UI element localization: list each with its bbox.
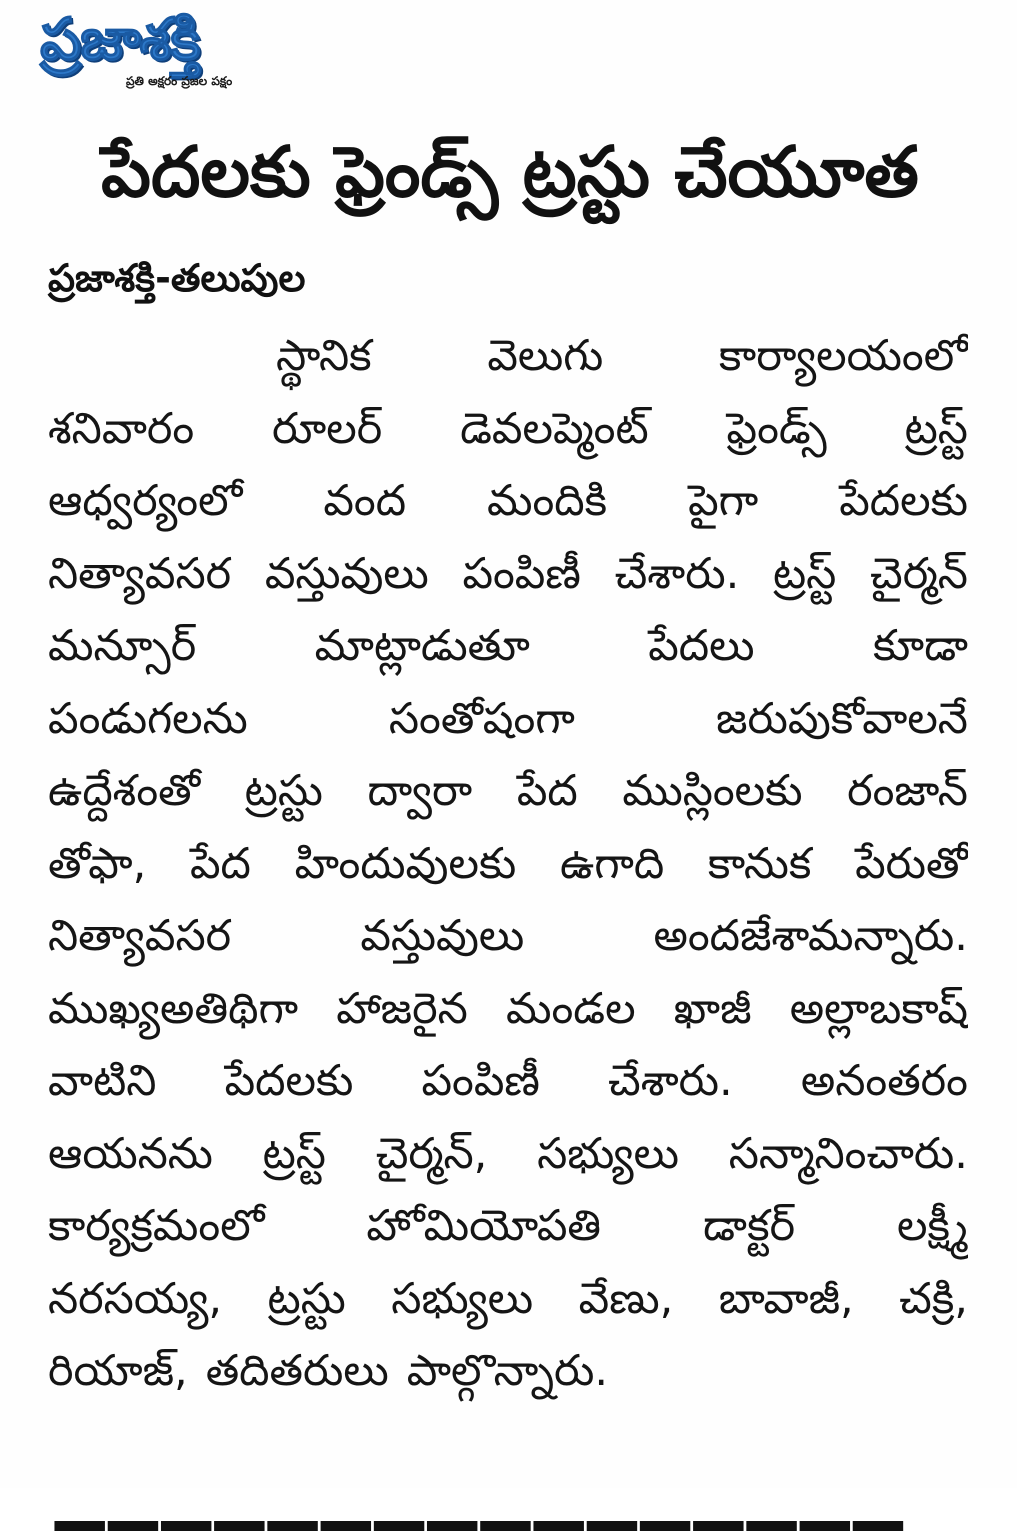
body-word: చేశారు.	[608, 1056, 733, 1106]
body-word: మాట్లాడుతూ	[314, 621, 530, 671]
body-line	[48, 320, 968, 393]
body-word: మందికి	[487, 476, 608, 526]
body-word: వేణు,	[578, 1273, 674, 1324]
body-word: పైగా	[688, 476, 759, 526]
logo-tagline: ప్రతి అక్షరం ప్రజల పక్షం	[126, 74, 233, 88]
body-line	[48, 538, 968, 611]
body-word: ముస్లింలకు	[622, 766, 803, 816]
masthead-logo	[40, 5, 310, 100]
body-word: హోమియోపతి	[366, 1201, 602, 1251]
body-word: ద్వారా	[367, 766, 473, 816]
body-line	[48, 610, 968, 683]
body-word: తదితరులు	[205, 1346, 389, 1396]
body-word: కానుక	[707, 838, 812, 889]
body-word: కార్యాలయంలో	[718, 331, 968, 381]
body-word: చేశారు.	[614, 548, 740, 599]
body-word: శనివారం	[48, 403, 195, 454]
body-line	[48, 1118, 968, 1191]
body-word: హిందువులకు	[294, 838, 517, 889]
body-word: ఆధ్వర్యంలో	[48, 476, 243, 526]
body-line	[48, 1263, 968, 1336]
body-word: పేదలకు	[224, 1056, 354, 1106]
body-line	[48, 1190, 968, 1263]
body-word: సభ్యులు	[391, 1273, 534, 1324]
body-word: మండల	[505, 983, 636, 1034]
body-word: మన్సూర్	[48, 621, 197, 671]
body-word: ఉగాది	[559, 838, 665, 889]
body-word: ట్రస్టు	[244, 766, 323, 816]
body-word: నిత్యావసర	[48, 548, 232, 599]
body-word: అనంతరం	[800, 1056, 968, 1106]
article-headline: పేదలకు ఫ్రెండ్స్ ట్రస్టు చేయూత	[101, 131, 919, 213]
body-line	[48, 683, 968, 756]
body-line	[48, 900, 968, 973]
body-word: అల్లాబకాష్	[789, 983, 968, 1034]
body-word: బావాజీ,	[718, 1273, 854, 1324]
body-word: రూలర్	[272, 403, 383, 454]
body-word: నరసయ్య,	[48, 1273, 223, 1324]
body-line	[48, 393, 968, 466]
body-word: ముఖ్యఅతిథిగా	[48, 983, 299, 1034]
body-word: ఫ్రెండ్స్	[726, 403, 827, 454]
body-word: నిత్యావసర	[48, 911, 232, 961]
body-word: పాల్గొన్నారు.	[406, 1346, 609, 1396]
body-word: పండుగలను	[48, 693, 248, 744]
body-word: పేదలు	[648, 621, 755, 671]
body-line	[48, 755, 968, 828]
body-word: చక్రి,	[899, 1273, 968, 1324]
body-word: వాటిని	[48, 1056, 157, 1106]
body-word: పేద	[516, 766, 578, 816]
body-word: జరుపుకోవాలనే	[716, 693, 968, 744]
article-dateline: ప్రజాశక్తి-తలుపుల	[48, 256, 306, 300]
body-word: పంపిణీ	[462, 548, 581, 599]
body-word: పంపిణీ	[421, 1056, 540, 1106]
body-word: ఆయనను	[48, 1128, 213, 1179]
body-word: ట్రస్ట్	[772, 548, 837, 599]
body-word: వస్తువులు	[264, 548, 429, 599]
body-word: సభ్యులు	[537, 1128, 679, 1179]
body-word: పేద	[189, 838, 251, 889]
body-word: డెవలప్మెంట్	[460, 403, 649, 454]
next-article-headline-cutoff: ▁▁▁▁▁▁▁▁▁▁▁▁▁▁▁▁	[55, 1457, 907, 1531]
body-line	[48, 465, 968, 538]
body-line	[48, 828, 968, 901]
logo-wordmark: ప్రజాశక్తి	[40, 5, 200, 73]
body-word: సన్మానించారు.	[728, 1128, 968, 1179]
body-word: అందజేశామన్నారు.	[653, 911, 968, 961]
body-word: ఉద్దేశంతో	[48, 766, 201, 816]
body-word: పేరుతో	[855, 838, 968, 889]
body-word: చైర్మన్	[870, 548, 968, 599]
body-word: వెలుగు	[487, 331, 604, 381]
body-word: చైర్మన్,	[375, 1128, 488, 1179]
body-line	[48, 973, 968, 1046]
body-word: సంతోషంగా	[388, 693, 575, 744]
body-word: తోఫా,	[48, 838, 147, 889]
body-word: హాజరైన	[336, 983, 468, 1034]
body-word: వస్తువులు	[360, 911, 525, 961]
body-word: కూడా	[872, 621, 968, 671]
body-word: ట్రస్ట్	[262, 1128, 326, 1179]
body-word: స్థానిక	[276, 331, 372, 381]
body-line	[48, 1335, 968, 1408]
body-word: ఖాజీ	[673, 983, 752, 1034]
article-body	[48, 320, 968, 1408]
body-word: ట్రస్ట్	[904, 403, 968, 454]
body-word: లక్ష్మీ	[897, 1201, 968, 1251]
body-word: పేదలకు	[839, 476, 968, 526]
body-word: రంజాన్	[847, 766, 968, 816]
body-word: డాక్టర్	[702, 1201, 796, 1251]
body-word: ట్రస్టు	[267, 1273, 346, 1324]
body-word: వంద	[323, 476, 407, 526]
body-line	[48, 1045, 968, 1118]
body-word: రియాజ్,	[48, 1346, 188, 1396]
body-word: కార్యక్రమంలో	[48, 1201, 265, 1251]
